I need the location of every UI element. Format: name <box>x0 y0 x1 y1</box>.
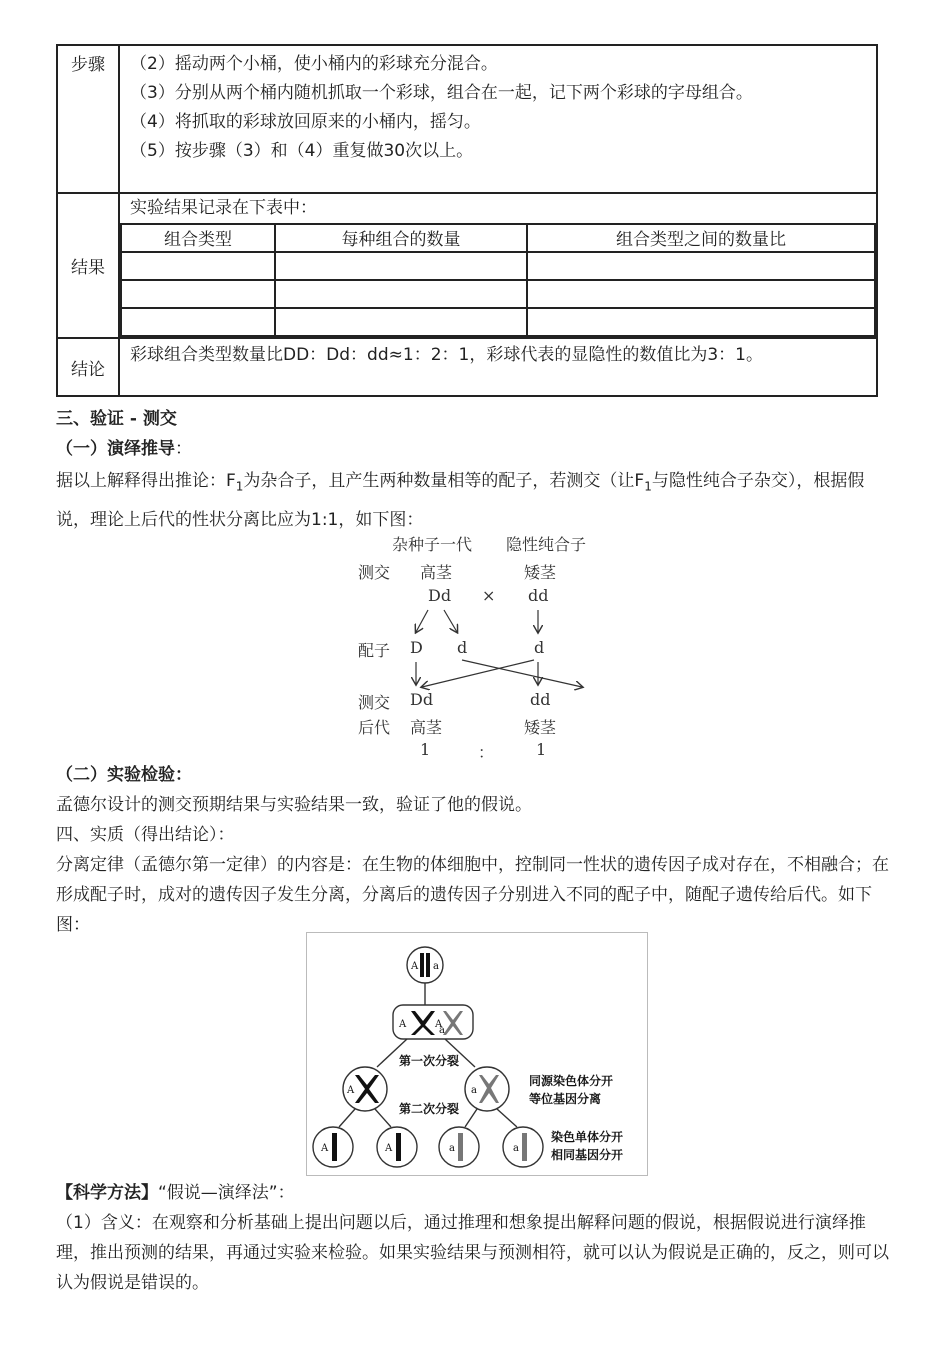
p1-subscript-1: 1 <box>235 479 244 494</box>
chromatid-separation-2: 相同基因分开 <box>551 1148 624 1162</box>
method-paragraph: （1）含义：在观察和分析基础上提出问题以后，通过推理和想象提出解释问题的假说，根据假说进行演绎推理，推出预测的结果，再通过实验来检验。如果实验结果与预测相符，就可以认为假说是正确的，反之，则可以认为假说是错误的。 <box>56 1213 889 1293</box>
step-3: （3）分别从两个桶内随机抓取一个彩球，组合在一起，记下两个彩球的字母组合。 <box>130 83 753 103</box>
homolog-separation-2: 等位基因分离 <box>529 1092 602 1106</box>
result-row <box>57 193 877 338</box>
empty-cell <box>527 308 875 336</box>
allele-label: a <box>513 1143 519 1154</box>
result-header-row <box>121 224 875 252</box>
chromatid-separation-1: 染色单体分开 <box>551 1130 624 1144</box>
result-header-count: 每种组合的数量 <box>275 224 527 252</box>
testcross-label: 测交 <box>358 563 391 582</box>
conclusion-label: 结论 <box>57 338 119 396</box>
arrow-Dd-to-D <box>416 610 428 632</box>
offspring-dd: dd <box>530 690 551 709</box>
genotype-dd: dd <box>528 586 549 605</box>
conclusion-text: 彩球组合类型数量比DD：Dd：dd≈1：2：1，彩球代表的显隐性的数值比为3：1。 <box>119 338 877 396</box>
allele-label: A <box>435 1019 443 1030</box>
empty-cell <box>275 280 527 308</box>
arrow-Dd-to-d <box>444 610 457 632</box>
gamete-d1: d <box>457 638 468 657</box>
offspring-short: 矮茎 <box>524 718 557 737</box>
sub1-title: （一）演绎推导 <box>56 439 175 459</box>
allele-label: a <box>439 1025 445 1036</box>
segregation-law-paragraph: 分离定律（孟德尔第一定律）的内容是：在生物的体细胞中，控制同一性状的遗传因子成对存在，不相融合；在形成配子时，成对的遗传因子发生分离，分离后的遗传因子分别进入不同的配子中，随配子遗传给后代。如下图： <box>56 855 889 935</box>
section3 <box>56 404 898 537</box>
allele-label: A <box>399 1019 407 1030</box>
method-heading <box>56 1178 898 1208</box>
step-2: （2）摇动两个小桶，使小桶内的彩球充分混合。 <box>130 54 498 74</box>
gamete-label: 配子 <box>358 641 391 660</box>
section4-title: 四、实质（得出结论）： <box>56 825 235 845</box>
result-header-ratio: 组合类型之间的数量比 <box>527 224 875 252</box>
cross-arrows <box>358 530 608 762</box>
empty-cell <box>121 280 275 308</box>
genotype-Dd: Dd <box>428 586 452 605</box>
step-4: （4）将抓取的彩球放回原来的小桶内，摇匀。 <box>130 112 481 132</box>
method-name: “假说—演绎法”： <box>158 1183 295 1203</box>
sub2-title: （二）实验检验： <box>56 765 192 785</box>
ratio-colon: ： <box>478 743 495 762</box>
allele-label: A <box>321 1143 329 1154</box>
hybrid-label: 杂种子一代 <box>392 535 473 554</box>
cross-sign: × <box>482 586 496 605</box>
result-empty-row <box>121 308 875 336</box>
offspring-label-2: 后代 <box>358 718 391 737</box>
gamete-d2: d <box>534 638 545 657</box>
empty-cell <box>527 252 875 280</box>
empty-cell <box>121 252 275 280</box>
section3-title: 三、验证 - 测交 <box>56 409 177 429</box>
p1-part-a: 据以上解释得出推论：F <box>56 471 236 491</box>
result-table <box>120 223 876 337</box>
empty-cell <box>121 308 275 336</box>
steps-row <box>57 45 877 193</box>
step-5: （5）按步骤（3）和（4）重复做30次以上。 <box>130 141 474 161</box>
allele-label: a <box>433 961 439 972</box>
deduction-paragraph <box>56 464 898 537</box>
p1-part-b: 为杂合子，且产生两种数量相等的配子，若测交（让F <box>243 471 645 491</box>
empty-cell <box>527 280 875 308</box>
experiment-table <box>56 44 878 397</box>
recessive-label: 隐性纯合子 <box>506 535 587 554</box>
homolog-separation-1: 同源染色体分开 <box>529 1074 614 1088</box>
section3-section4 <box>56 760 898 940</box>
steps-cell <box>119 45 877 193</box>
offspring-Dd: Dd <box>410 690 434 709</box>
steps-label: 步骤 <box>57 45 119 193</box>
allele-label: a <box>471 1085 477 1096</box>
allele-label: A <box>411 961 419 972</box>
gamete-D: D <box>410 638 423 657</box>
sub1-colon: ： <box>175 439 192 459</box>
offspring-label-1: 测交 <box>358 693 391 712</box>
meiosis-diagram <box>306 932 648 1176</box>
result-intro: 实验结果记录在下表中： <box>130 198 317 218</box>
meiosis-svg <box>307 933 647 1175</box>
result-cell <box>119 193 877 338</box>
p1-subscript-2: 1 <box>644 479 652 494</box>
tall-label: 高茎 <box>420 563 453 582</box>
p1-part-c: 与隐性纯合子杂交），根据假说，理论上后代的性状分离比应为1:1，如下图： <box>56 471 865 531</box>
sub1-line <box>56 434 898 464</box>
result-label: 结果 <box>57 193 119 338</box>
allele-label: A <box>385 1143 393 1154</box>
first-division-label: 第一次分裂 <box>399 1054 460 1068</box>
allele-label: a <box>449 1143 455 1154</box>
ratio-left: 1 <box>420 740 431 759</box>
short-label: 矮茎 <box>524 563 557 582</box>
conclusion-row <box>57 338 877 396</box>
second-division-label: 第二次分裂 <box>399 1102 460 1116</box>
empty-cell <box>275 308 527 336</box>
verification-paragraph: 孟德尔设计的测交预期结果与实验结果一致，验证了他的假说。 <box>56 795 532 815</box>
ratio-right: 1 <box>536 740 547 759</box>
offspring-tall: 高茎 <box>410 718 443 737</box>
method-section <box>56 1178 898 1298</box>
result-empty-row <box>121 280 875 308</box>
empty-cell <box>275 252 527 280</box>
method-title: 【科学方法】 <box>56 1183 158 1203</box>
result-empty-row <box>121 252 875 280</box>
allele-label: A <box>347 1085 355 1096</box>
result-header-type: 组合类型 <box>121 224 275 252</box>
testcross-diagram <box>358 530 608 762</box>
